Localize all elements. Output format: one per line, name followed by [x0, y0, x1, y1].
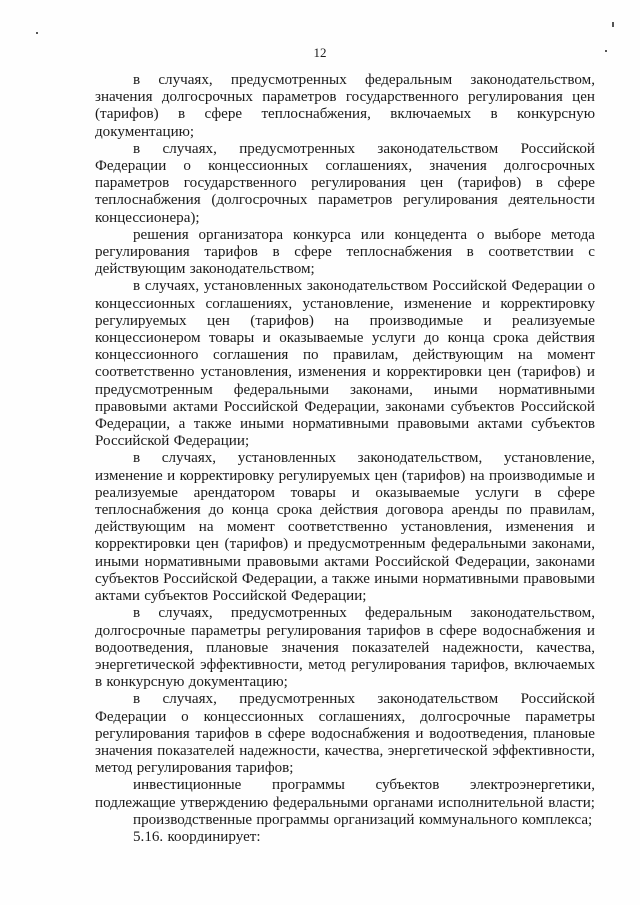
page-number: 12 — [313, 45, 327, 60]
paragraph: в случаях, предусмотренных законодательством Российской Федерации о концессионных соглашениях, значения долгосрочных параметров государственного регулирования цен (тарифов) в сфере теплоснабжения (долгосрочных параметров регулирования деятельности концессионера); — [95, 140, 595, 226]
paragraph: 5.16. координирует: — [133, 828, 261, 845]
scan-speck — [612, 22, 614, 27]
paragraph: в случаях, установленных законодательством, установление, изменение и корректировку регулируемых цен (тарифов) на производимые и реализуемые арендатором товары и оказываемые услуги в сфере теплоснабжения до конца срока действия договора аренды по правилам, действующим на момент соответственно установления, изменения и корректировки цен (тарифов) и предусмотренным федеральными законами, иными нормативными правовыми актами Российской Федерации, законами субъектов Российской Федерации, а также иными нормативными правовыми актами субъектов Российской Федерации; — [95, 450, 595, 605]
document-body — [95, 72, 595, 846]
scan-speck — [36, 32, 38, 34]
paragraph: в случаях, предусмотренных федеральным законодательством, долгосрочные параметры регулирования тарифов в сфере водоснабжения и водоотведения, плановые значения показателей надежности, качества, энергетической эффективности, метод регулирования тарифов, включаемых в конкурсную документацию; — [95, 605, 595, 691]
paragraph: в случаях, установленных законодательством Российской Федерации о концессионных соглашениях, установление, изменение и корректировку регулируемых цен (тарифов) на производимые и реализуемые концессионером товары и оказываемые услуги до конца срока действия концессионного соглашения по правилам, действующим на момент соответственно установления, изменения и корректировки цен (тарифов) и предусмотренным федеральными законами, иными нормативными правовыми актами Российской Федерации, законами субъектов Российской Федерации, а также иными нормативными правовыми актами субъектов Российской Федерации; — [95, 278, 595, 450]
paragraph: инвестиционные программы субъектов электроэнергетики, подлежащие утверждению федеральными органами исполнительной власти; — [95, 777, 595, 811]
paragraph: в случаях, предусмотренных федеральным законодательством, значения долгосрочных параметров государственного регулирования цен (тарифов) в сфере теплоснабжения, включаемых в конкурсную документацию; — [95, 72, 595, 140]
paragraph: в случаях, предусмотренных законодательством Российской Федерации о концессионных соглашениях, долгосрочные параметры регулирования тарифов в сфере водоснабжения и водоотведения, плановые значения показателей надежности, качества, энергетической эффективности, метод регулирования тарифов; — [95, 691, 595, 777]
paragraph: решения организатора конкурса или концедента о выборе метода регулирования тарифов в сфере теплоснабжения в соответствии с действующим законодательством; — [95, 226, 595, 278]
paragraph: производственные программы организаций коммунального комплекса; — [133, 811, 593, 828]
